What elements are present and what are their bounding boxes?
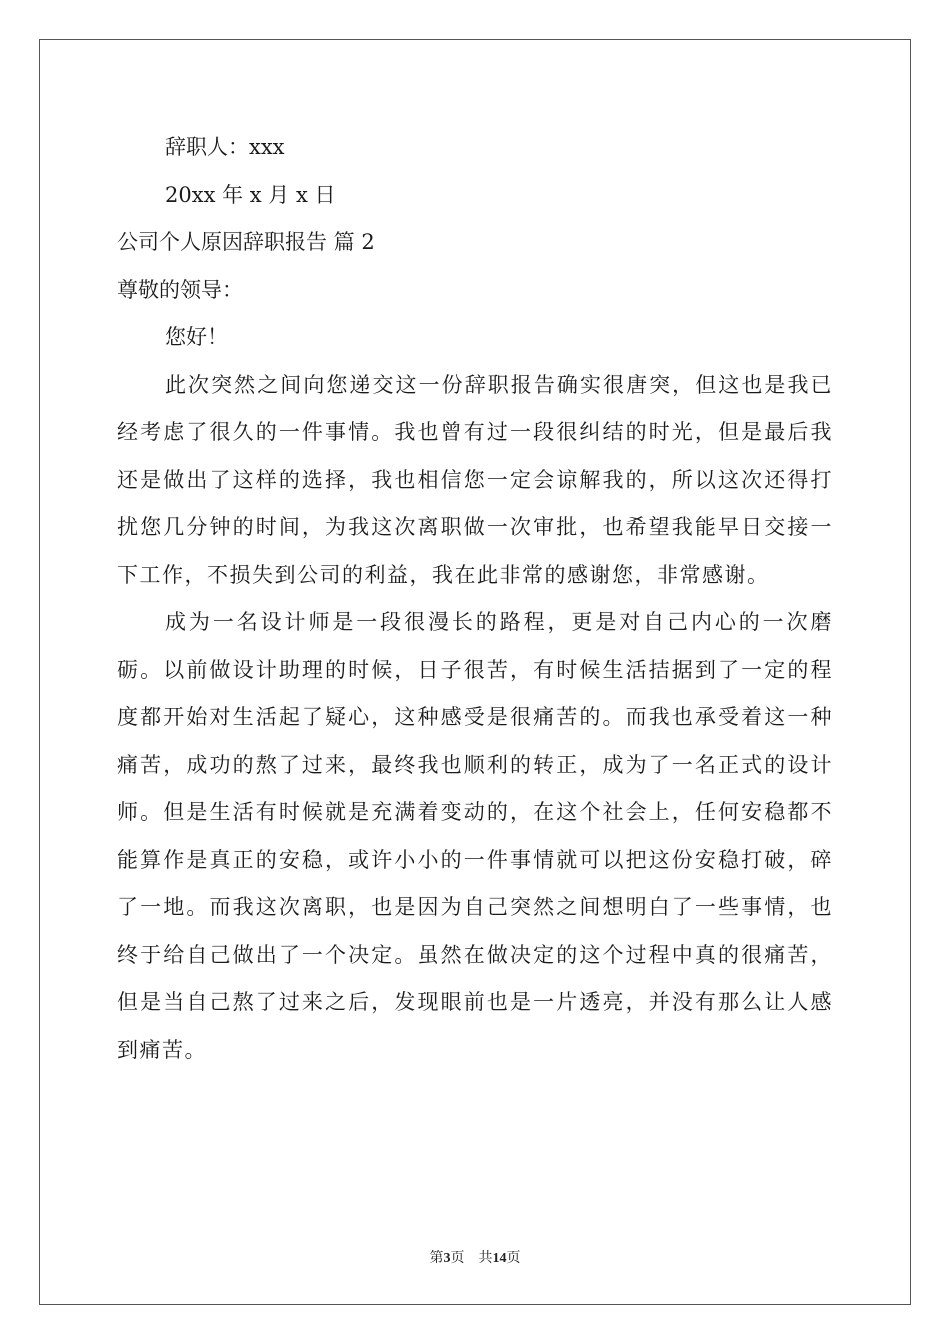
paragraph-2: 成为一名设计师是一段很漫长的路程，更是对自己内心的一次磨砺。以前做设计助理的时候，日子很苦，有时候生活拮据到了一定的程度都开始对生活起了疑心，这种感受是很痛苦的。而我也承受着这一种痛苦，成功的熬了过来，最终我也顺利的转正，成为了一名正式的设计师。但是生活有时候就是充满着变动的，在这个社会上，任何安稳都不能算作是真正的安稳，或许小小的一件事情就可以把这份安稳打破，碎了一地。而我这次离职，也是因为自己突然之间想明白了一些事情，也终于给自己做出了一个决定。虽然在做决定的这个过程中真的很痛苦，但是当自己熬了过来之后，发现眼前也是一片透亮，并没有那么让人感到痛苦。 [117, 610, 833, 1062]
page-current: 3 [443, 1251, 451, 1266]
page-footer [0, 1247, 950, 1267]
salutation: 尊敬的领导： [117, 277, 243, 302]
section-title: 公司个人原因辞职报告 篇 2 [117, 230, 375, 254]
total-suffix: 页 [506, 1251, 521, 1266]
page-prefix: 第 [429, 1251, 444, 1266]
paragraph-1: 此次突然之间向您递交这一份辞职报告确实很唐突，但这也是我已经考虑了很久的一件事情。我也曾有过一段很纠结的时光，但是最后我还是做出了这样的选择，我也相信您一定会谅解我的，所以这次还得打扰您几分钟的时间，为我这次离职做一次审批，也希望我能早日交接一下工作，不损失到公司的利益，我在此非常的感谢您，非常感谢。 [117, 372, 833, 587]
page-total: 14 [492, 1251, 507, 1266]
signer-line: 辞职人：xxx [165, 135, 285, 159]
page-suffix: 页 [450, 1251, 465, 1266]
total-prefix: 共 [478, 1251, 493, 1266]
document-body [117, 124, 833, 1074]
date-line: 20xx 年 x 月 x 日 [165, 182, 336, 207]
greeting: 您好！ [165, 325, 228, 349]
